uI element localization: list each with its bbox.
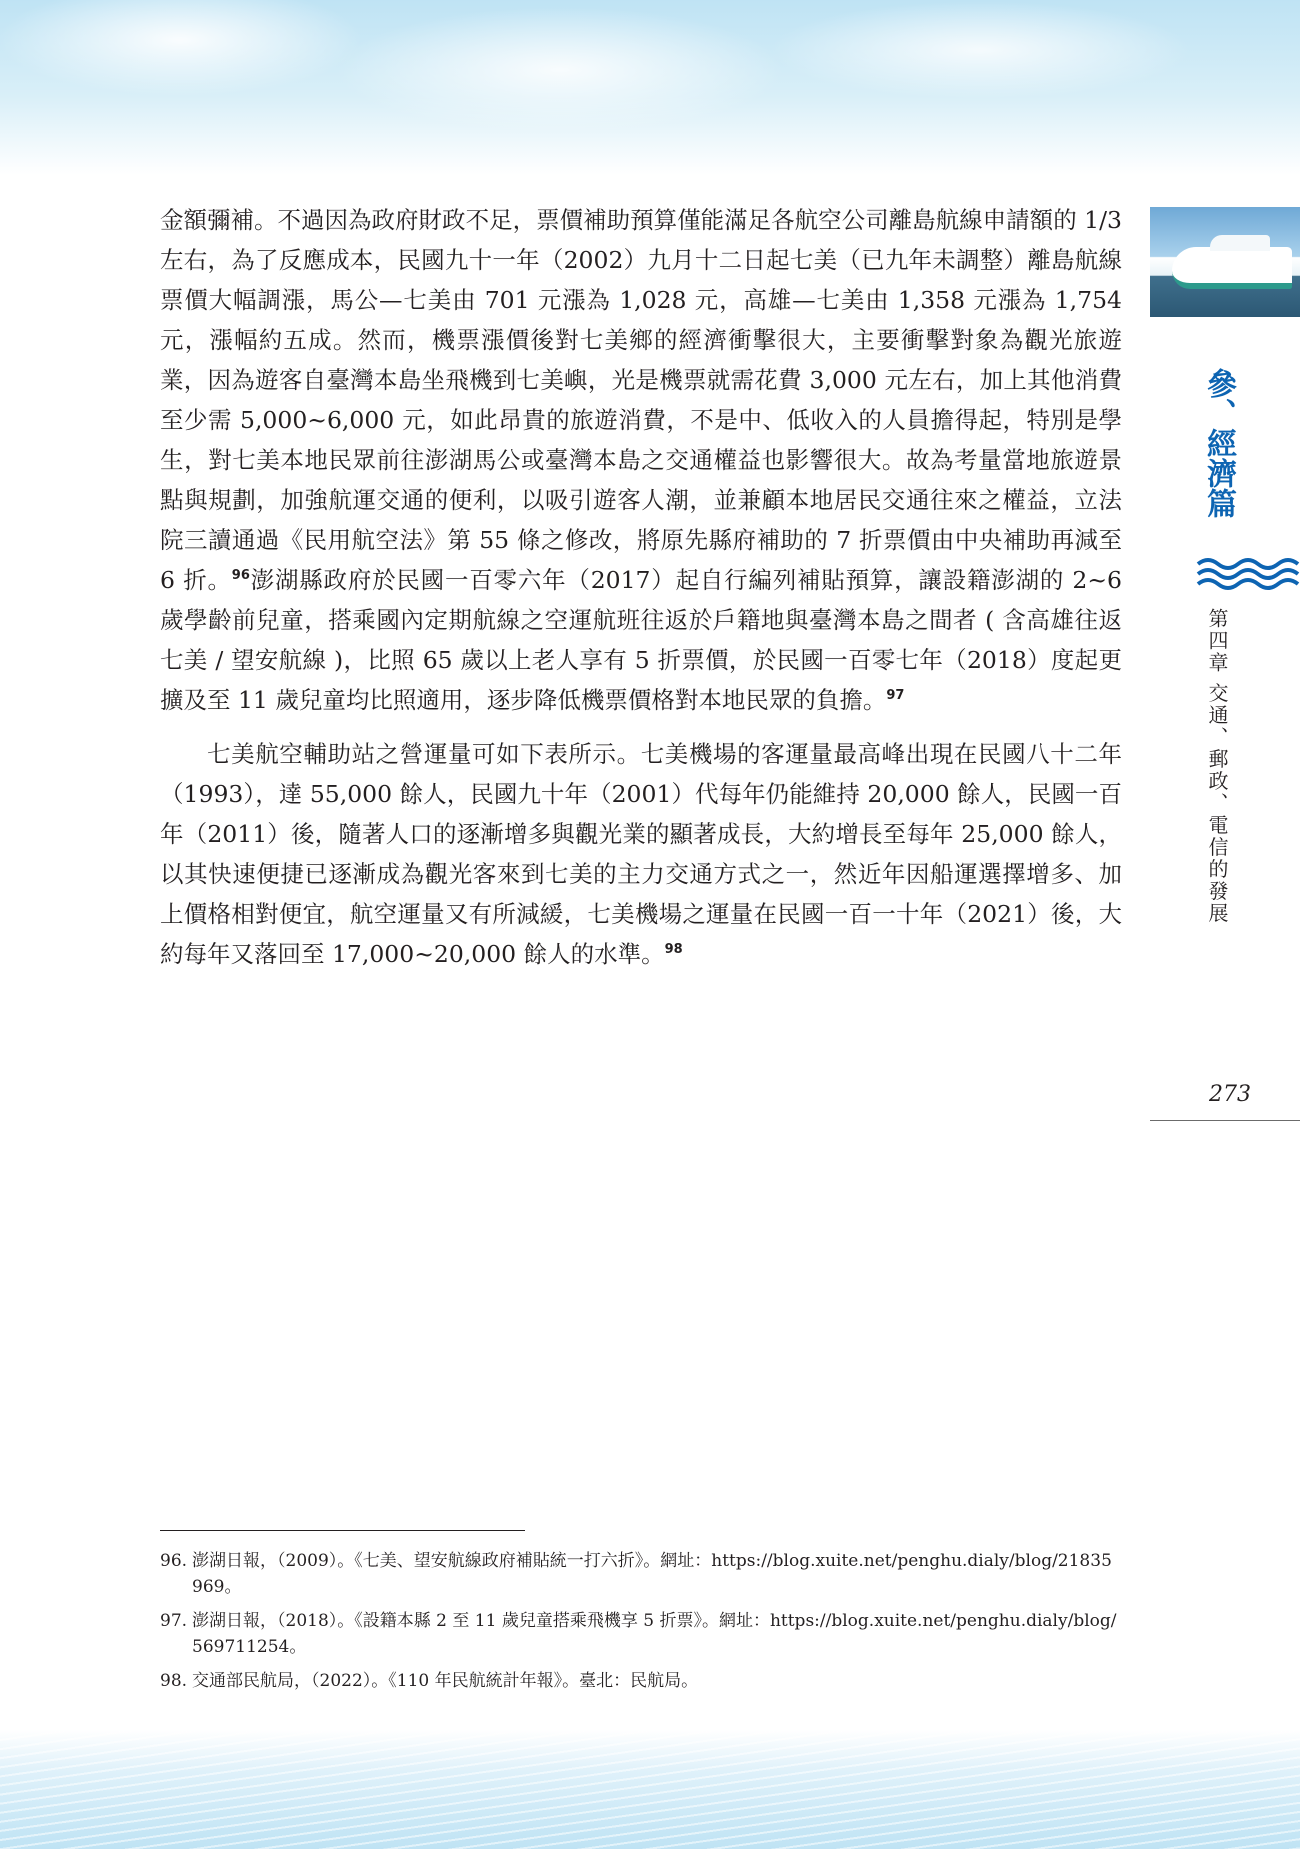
paragraph-1 — [160, 200, 1122, 720]
footnote-96 — [160, 1548, 1122, 1600]
body-text — [160, 200, 1122, 974]
footnote-ref-97[interactable]: 97 — [886, 688, 905, 703]
paragraph-1-part-2: 澎湖縣政府於民國一百零六年（2017）起自行編列補貼預算，讓設籍澎湖的 2~6 歲學齡前兒童，搭乘國內定期航線之空運航班往返於戶籍地與臺灣本島之間者 ( 含高雄往返七美 / 望安航線 )，比照 65 歲以上老人享有 5 折票價，於民國一百零七年（2018）度起更擴及至 11 歲兒童均比照適用，逐步降低機票價格對本地民眾的負擔。 — [160, 566, 1123, 714]
footnote-ref-96[interactable]: 96 — [231, 568, 250, 583]
paragraph-2 — [160, 734, 1122, 974]
paragraph-1-part-1: 金額彌補。不過因為政府財政不足，票價補助預算僅能滿足各航空公司離島航線申請額的 1/3 左右，為了反應成本，民國九十一年（2002）九月十二日起七美（已九年未調整）離島航線票價大幅調漲，馬公—七美由 701 元漲為 1,028 元，高雄—七美由 1,358 元漲為 1,754 元，漲幅約五成。然而，機票漲價後對七美鄉的經濟衝擊很大，主要衝擊對象為觀光旅遊業，因為遊客自臺灣本島坐飛機到七美嶼，光是機票就需花費 3,000 元左右，加上其他消費至少需 5,000~6,000 元，如此昂貴的旅遊消費，不是中、低收入的人員擔得起，特別是學生，對七美本地民眾前往澎湖馬公或臺灣本島之交通權益也影響很大。故為考量當地旅遊景點與規劃，加強航運交通的便利，以吸引遊客人潮，並兼顧本地居民交通往來之權益，立法院三讀通過《民用航空法》第 55 條之修改，將原先縣府補助的 7 折票價由中央補助再減至 6 折。 — [160, 206, 1122, 594]
footnote-97 — [160, 1608, 1122, 1660]
footnote-number: 96. — [160, 1551, 188, 1571]
footnote-separator — [160, 1530, 525, 1531]
footnotes — [160, 1548, 1122, 1702]
footnote-text: 澎湖日報，（2018）。《設籍本縣 2 至 11 歲兒童搭乘飛機享 5 折票》。網址：https://blog.xuite.net/penghu.dialy/blog/569711254。 — [192, 1611, 1117, 1657]
page-number-rule — [1150, 1120, 1300, 1121]
footnote-number: 98. — [160, 1671, 188, 1691]
ferry-photo — [1150, 207, 1300, 317]
wave-icon — [1196, 556, 1300, 592]
footnote-text: 交通部民航局，（2022）。《110 年民航統計年報》。臺北：民航局。 — [192, 1671, 699, 1691]
ship-hull-shape — [1172, 247, 1292, 289]
sky-header-background — [0, 0, 1300, 175]
chapter-title-vertical: 第四章 交通、郵政、電信的發展 — [1205, 608, 1229, 925]
footnote-ref-98[interactable]: 98 — [664, 942, 683, 957]
paragraph-2-part-1: 七美航空輔助站之營運量可如下表所示。七美機場的客運量最高峰出現在民國八十二年（1993），達 55,000 餘人，民國九十年（2001）代每年仍能維持 20,000 餘人，民國一百年（2011）後，隨著人口的逐漸增多與觀光業的顯著成長，大約增長至每年 25,000 餘人，以其快速便捷已逐漸成為觀光客來到七美的主力交通方式之一，然近年因船運選擇增多、加上價格相對便宜，航空運量又有所減緩，七美機場之運量在民國一百一十年（2021）後，大約每年又落回至 17,000~20,000 餘人的水準。 — [160, 740, 1122, 968]
ship-deck-shape — [1210, 235, 1270, 251]
section-title-vertical: 參、經濟篇 — [1201, 368, 1236, 518]
wave-footer-background — [0, 1730, 1300, 1849]
footnote-text: 澎湖日報，（2009）。《七美、望安航線政府補貼統一打六折》。網址：https://blog.xuite.net/penghu.dialy/blog/21835969。 — [192, 1551, 1112, 1597]
footnote-number: 97. — [160, 1611, 188, 1631]
footnote-98 — [160, 1668, 1122, 1694]
page-number: 273 — [1209, 1082, 1251, 1107]
